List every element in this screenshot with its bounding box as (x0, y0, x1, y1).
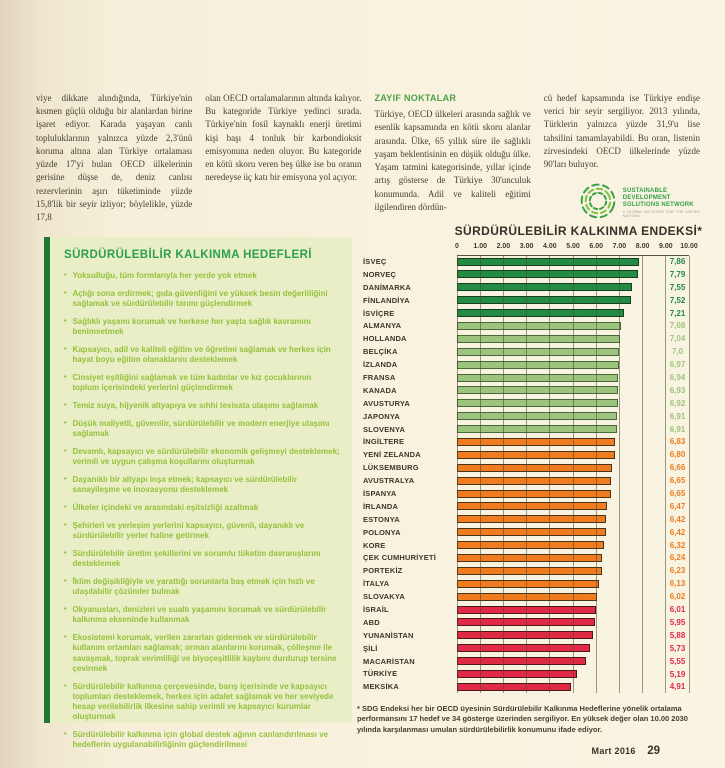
chart-row (357, 448, 715, 461)
goal-item (64, 317, 340, 337)
country-label: KORE (363, 540, 386, 550)
issue-date: Mart 2016 (591, 746, 636, 756)
country-value: 6,65 (669, 489, 686, 499)
goal-item (64, 605, 340, 625)
country-bar (457, 477, 611, 485)
goal-item (64, 345, 340, 365)
article-column-3-text: Türkiye, OECD ülkeleri arasında sağlık ve esenlik kapsamında en kötü skoru alanlar arasında. Ülke, 65 yıllık süre ile sağlıklı yaşam beklentisinin en düşük olduğu ülke. Yaşam tatmini kategorisinde, yıllar içinde artış gösterse de Türkiye 30'unculuk konumunda. Adil ve kaliteli eğitimi ilgilendiren dördün- (374, 109, 531, 212)
country-bar (457, 541, 604, 549)
goal-bullet-icon: • (64, 521, 67, 529)
country-value: 6,02 (669, 592, 686, 602)
goal-text: Ülkeler içindeki ve arasındaki eşitsizliği azaltmak (72, 503, 259, 513)
bar-track (457, 397, 689, 410)
country-bar (457, 270, 638, 278)
country-value: 6,83 (669, 437, 686, 447)
axis-tick-label: 0 (455, 243, 459, 250)
bar-track (457, 487, 689, 500)
country-value: 5,88 (669, 630, 686, 640)
goal-bullet-icon: • (64, 578, 67, 586)
goal-text: İklim değişikliğiyle ve yarattığı sorunlarla baş etmek için hızlı ve ulaşılabilir çözümler bulmak (72, 577, 315, 597)
weak-points-heading: ZAYIF NOKTALAR (374, 93, 457, 103)
goal-bullet-icon: • (64, 731, 67, 739)
bar-track (457, 616, 689, 629)
country-bar (457, 631, 593, 639)
country-label: POLONYA (363, 527, 401, 537)
goal-text: Temiz suya, hijyenik altyapıya ve sıhhi tesisata ulaşımı sağlamak (72, 401, 319, 411)
article-column-2: olan OECD ortalamalarının altında kalıyor. Bu kategoride Türkiye yedinci sırada. Türkiye'nin fosil kaynaklı enerji üretimi kişi başı 4 tonluk bir karbondioksit emisyonuna neden oluyor. Bu kategoride en kötü skoru veren beş ülke ise bu oranın neredeyse üç katı bir emisyona yol açıyor. (205, 93, 362, 183)
goal-text: Sürdürülebilir kalkınma çerçevesinde, barış içerisinde ve kapsayıcı toplumları desteklemek, herkes için adalet sağlamak ve her seviyede hesap verilebilirlik ilkesine sahip verimli ve kapsayıcı kurumlar oluşturmak (72, 681, 334, 722)
country-value: 7,08 (669, 321, 686, 331)
goal-item (64, 271, 340, 281)
goal-text: Okyanusları, denizleri ve sualtı yaşamını korumak ve sürdürülebilir kalkınma ekseninde kullanmak (72, 605, 327, 625)
bar-track (457, 590, 689, 603)
country-bar (457, 606, 596, 614)
bar-track (457, 423, 689, 436)
country-bar (457, 283, 632, 291)
country-label: SLOVENYA (363, 424, 406, 434)
country-label: İRLANDA (363, 501, 399, 511)
chart-row (357, 255, 715, 268)
bar-track (457, 319, 689, 332)
country-bar (457, 618, 595, 626)
bar-track (457, 294, 689, 307)
country-label: NORVEÇ (363, 269, 397, 279)
country-label: LÜKSEMBURG (363, 463, 419, 473)
country-label: İSVİÇRE (363, 308, 395, 318)
country-value: 6,66 (669, 463, 686, 473)
country-value: 6,13 (669, 579, 686, 589)
goal-text: Sürdürülebilir üretim şekillerini ve sorumlu tüketim davranışlarını desteklemek (72, 548, 321, 569)
country-value: 7,04 (669, 334, 686, 344)
country-value: 7,79 (669, 269, 686, 279)
country-value: 7,86 (669, 257, 686, 266)
chart-row (357, 526, 715, 539)
country-bar (457, 348, 619, 356)
chart-row (357, 423, 715, 436)
country-value: 6,32 (669, 540, 686, 550)
country-bar (457, 386, 618, 394)
goal-text: Şehirleri ve yerleşim yerlerini kapsayıcı, güvenli, dayanıklı ve sürdürülebilir yerler haline getirmek (72, 520, 305, 541)
country-bar (457, 309, 624, 317)
page-number: 29 (647, 745, 660, 757)
sdsn-swirl-icon (578, 181, 618, 225)
goal-item (64, 475, 340, 495)
country-value: 7,52 (669, 295, 686, 305)
country-value: 5,19 (669, 669, 686, 679)
country-value: 6,94 (669, 373, 686, 383)
bar-track (457, 577, 689, 590)
country-label: SLOVAKYA (363, 592, 406, 602)
chart-row (357, 268, 715, 281)
country-bar (457, 657, 586, 665)
country-value: 6,42 (669, 514, 686, 524)
country-value: 6,91 (669, 411, 686, 421)
goal-bullet-icon: • (64, 345, 67, 353)
bar-track (457, 358, 689, 371)
chart-row (357, 435, 715, 448)
country-label: KANADA (363, 385, 397, 395)
country-value: 6,23 (669, 566, 686, 576)
axis-tick-label: 1.00 (473, 243, 487, 250)
chart-row (357, 551, 715, 564)
sdg-index-chart (357, 224, 715, 693)
chart-row (357, 358, 715, 371)
goal-bullet-icon: • (64, 289, 67, 297)
country-bar (457, 554, 602, 562)
chart-row (357, 397, 715, 410)
axis-tick-label: 10.00 (680, 243, 698, 250)
country-value: 6,42 (669, 527, 686, 537)
country-value: 7,21 (669, 308, 686, 318)
sdsn-line1: SUSTAINABLE DEVELOPMENT (622, 188, 671, 202)
bar-track (457, 655, 689, 668)
country-label: İNGİLTERE (363, 437, 405, 447)
country-bar (457, 502, 607, 510)
axis-tick-label: 4.00 (542, 243, 557, 250)
goal-bullet-icon: • (64, 272, 67, 279)
goal-item (64, 577, 340, 597)
country-value: 7,0 (671, 347, 684, 357)
country-label: ABD (363, 617, 380, 627)
country-label: MEKSİKA (363, 682, 399, 692)
country-value: 6,92 (669, 398, 686, 408)
chart-row (357, 332, 715, 345)
page-footer (0, 741, 660, 759)
country-bar (457, 335, 620, 343)
goal-text: Sağlıklı yaşamı korumak ve herkese her yaşta sağlık kavramını benimsetmek (72, 316, 311, 337)
country-label: HOLLANDA (363, 334, 407, 344)
chart-row (357, 680, 715, 693)
goal-text: Cinsiyet eşitliğini sağlamak ve tüm kadınlar ve kız çocuklarının toplum içerisindeki yerlerini güçlendirmek (72, 373, 312, 393)
sdg-goals-title: SÜRDÜRÜLEBİLİR KALKINMA HEDEFLERİ (64, 249, 312, 261)
country-label: PORTEKİZ (363, 566, 403, 576)
chart-row (357, 577, 715, 590)
chart-row (357, 319, 715, 332)
country-label: İSPANYA (363, 488, 397, 498)
country-bar (457, 580, 599, 588)
chart-footnote: * SDG Endeksi her bir OECD üyesinin Sürdürülebilir Kalkınma Hedeflerine yönelik ortalama performansını 17 hedef ve 34 gösterge üzerinden sergiliyor. En yüksek değer olan 10.00 2030 yılında karşılanması umulan sürdürülebilirlik konumunu ifade ediyor. (357, 704, 688, 734)
chart-row (357, 294, 715, 307)
chart-plot-area (357, 255, 715, 693)
country-label: AVUSTRALYA (363, 476, 415, 486)
goal-text: Düşük maliyetli, güvenilir, sürdürülebilir ve modern enerjiye ulaşımı sağlamak (72, 418, 330, 439)
goal-item (64, 549, 340, 569)
chart-row (357, 307, 715, 320)
sdsn-line3: A GLOBAL INITIATIVE FOR THE UNITED NATIONS (622, 210, 700, 219)
article-column-3 (375, 92, 531, 226)
bar-track (457, 680, 689, 693)
chart-row (357, 590, 715, 603)
country-label: MACARİSTAN (363, 656, 415, 666)
goal-text: Dayanıklı bir altyapı inşa etmek; kapsayıcı ve sürdürülebilir sanayileşme ve inovasyonu desteklemek (72, 475, 297, 495)
country-bar (457, 322, 621, 330)
goal-bullet-icon: • (64, 374, 67, 382)
bar-track (457, 448, 689, 461)
article-columns (36, 92, 700, 226)
country-label: FİNLANDİYA (363, 295, 410, 305)
country-label: ÇEK CUMHURİYETİ (363, 553, 437, 563)
chart-row (357, 564, 715, 577)
country-label: İZLANDA (363, 360, 398, 370)
chart-x-axis (357, 243, 715, 255)
country-bar (457, 258, 639, 266)
bar-track (457, 513, 689, 526)
goal-item (64, 682, 340, 723)
chart-row (357, 603, 715, 616)
article-column-4 (544, 92, 700, 226)
country-label: BELÇİKA (363, 347, 398, 357)
country-bar (457, 515, 606, 523)
country-label: ŞİLİ (363, 643, 378, 653)
axis-tick-label: 5.00 (566, 243, 580, 250)
axis-tick-label: 3.00 (519, 243, 534, 250)
axis-tick-label: 8.00 (635, 243, 650, 250)
bar-track (457, 603, 689, 616)
goal-item (64, 419, 340, 439)
article-column-4-text: cü hedef kapsamında ise Türkiye endişe verici bir seyir sergiliyor. 2013 yılında, Türklerin yalnızca yüzde 31,9'u lise tahsilini tamamlayabildi. Bu oran, listenin zirvesindeki OECD ülkelerinde yüzde 90'ları buluyor. (543, 93, 700, 170)
country-bar (457, 374, 618, 382)
country-value: 6,47 (669, 501, 686, 511)
goal-bullet-icon: • (64, 317, 67, 325)
country-value: 7,55 (669, 282, 686, 292)
bar-track (457, 410, 689, 423)
country-bar (457, 361, 619, 369)
country-value: 6,01 (669, 605, 686, 615)
country-value: 6,65 (669, 476, 686, 486)
axis-tick-label: 7.00 (612, 243, 627, 250)
country-bar (457, 438, 615, 446)
sdsn-line2: SOLUTIONS NETWORK (622, 202, 694, 209)
goal-bullet-icon: • (64, 634, 67, 642)
sdsn-logo-text (623, 188, 700, 218)
bar-track (457, 539, 689, 552)
country-label: DANİMARKA (363, 282, 412, 292)
chart-row (357, 281, 715, 294)
sdg-goals-list (64, 271, 340, 751)
goal-text: Ekosistemi korumak, verilen zararları gidermek ve sürdürülebilir kullanım ortamları sağlamak; orman alanlarını korumak, çölleşme ile savaşmak, toprak verimliliği ve biyoçeşitlilik kaybını durdurup tersine çevirmek (72, 633, 337, 673)
country-bar (457, 296, 631, 304)
bar-track (457, 281, 689, 294)
country-bar (457, 425, 617, 433)
bar-track (457, 551, 689, 564)
chart-row (357, 371, 715, 384)
country-label: AVUSTURYA (363, 398, 410, 408)
country-bar (457, 683, 571, 691)
bar-track (457, 526, 689, 539)
country-label: İTALYA (363, 579, 390, 589)
bar-track (457, 474, 689, 487)
country-value: 4,91 (669, 682, 686, 692)
bar-track (457, 307, 689, 320)
chart-row (357, 345, 715, 358)
country-value: 6,93 (669, 385, 686, 395)
goal-bullet-icon: • (64, 476, 67, 484)
country-value: 5,55 (669, 656, 686, 666)
bar-track (457, 371, 689, 384)
chart-row (357, 461, 715, 474)
bar-track (457, 332, 689, 345)
chart-row (357, 513, 715, 526)
country-label: ESTONYA (363, 514, 400, 524)
goal-item (64, 633, 340, 674)
axis-tick-label: 9.00 (658, 243, 673, 250)
bar-track (457, 345, 689, 358)
country-label: JAPONYA (363, 411, 400, 421)
country-bar (457, 644, 590, 652)
country-label: YUNANİSTAN (363, 630, 414, 640)
goal-text: Kapsayıcı, adil ve kaliteli eğitim ve öğretimi sağlamak ve herkes için hayat boyu eğitim olanaklarını desteklemek (72, 344, 331, 365)
chart-row (357, 668, 715, 681)
goal-bullet-icon: • (64, 606, 67, 614)
country-bar (457, 451, 615, 459)
bar-track (457, 668, 689, 681)
bar-track (457, 564, 689, 577)
country-bar (457, 528, 606, 536)
goal-item (64, 401, 340, 411)
chart-row (357, 539, 715, 552)
country-bar (457, 464, 612, 472)
country-label: FRANSA (363, 372, 396, 382)
country-bar (457, 567, 602, 575)
bar-track (457, 435, 689, 448)
article-column-1: viye dikkate alındığında, Türkiye'nin kısmen güçlü olduğu bir alanlardan birine işaret ediyor. Karada yaşayan canlı topluluklarının yalnızca yüzde 2,3'ünü koruma altına alan Türkiye ortalaması yüzde 17'yi bulan OECD ülkelerinin gerisine düşse de, deniz canlısı rezervlerinin aşırı tüketiminde yüzde 15,8'lik bir seyir izliyor; böylelikle, yüzde 17,8 (36, 93, 193, 222)
goal-text: Sürdürülebilir kalkınma için global destek ağının canlandırılması ve hedeflerin uygulanabilirliğinin güçlendirilmesi (72, 730, 329, 750)
goal-item (64, 521, 340, 541)
goal-bullet-icon: • (64, 419, 67, 427)
country-label: İSVEÇ (363, 256, 387, 266)
bar-track (457, 384, 689, 397)
bar-track (457, 629, 689, 642)
country-bar (457, 490, 611, 498)
country-label: ALMANYA (363, 321, 402, 331)
chart-row (357, 384, 715, 397)
goal-bullet-icon: • (64, 402, 67, 410)
bar-track (457, 268, 689, 281)
chart-row (357, 616, 715, 629)
bar-track (457, 461, 689, 474)
chart-row (357, 629, 715, 642)
goal-text: Yoksulluğu, tüm formlarıyla her yerde yok etmek (72, 271, 257, 280)
goal-item (64, 503, 340, 513)
country-bar (457, 670, 577, 678)
axis-tick-label: 6.00 (589, 243, 603, 250)
goal-bullet-icon: • (64, 682, 67, 690)
country-value: 5,95 (669, 617, 686, 627)
bar-track (457, 255, 689, 268)
goal-item (64, 447, 340, 467)
chart-row (357, 487, 715, 500)
chart-row (357, 474, 715, 487)
country-label: İSRAİL (363, 604, 389, 614)
goal-item (64, 289, 340, 309)
country-bar (457, 593, 597, 601)
country-value: 6,91 (669, 424, 686, 434)
axis-tick-label: 2.00 (496, 243, 511, 250)
goal-text: Açlığı sona erdirmek; gıda güvenliğini ve yüksek besin değerliliğini sağlamak ve sürdürülebilir tarımı güçlendirmek (72, 288, 328, 309)
goal-bullet-icon: • (64, 549, 67, 557)
chart-title: SÜRDÜRÜLEBİLİR KALKINMA ENDEKSİ* (454, 224, 703, 238)
goal-bullet-icon: • (64, 504, 67, 512)
country-value: 6,97 (669, 360, 686, 370)
country-label: YENİ ZELANDA (363, 450, 421, 460)
chart-row (357, 500, 715, 513)
country-value: 6,80 (669, 450, 686, 460)
goal-bullet-icon: • (64, 447, 67, 455)
country-bar (457, 412, 617, 420)
chart-row (357, 410, 715, 423)
sdg-goals-box (44, 237, 352, 750)
bar-track (457, 500, 689, 513)
goal-item (64, 373, 340, 393)
chart-row (357, 642, 715, 655)
chart-row (357, 655, 715, 668)
country-value: 6,24 (669, 553, 686, 563)
goal-text: Devamlı, kapsayıcı ve sürdürülebilir ekonomik gelişmeyi desteklemek; verimli ve uygun çalışma koşullarını oluşturmak (72, 446, 340, 467)
country-bar (457, 399, 618, 407)
sdsn-logo (578, 181, 700, 225)
country-value: 5,73 (669, 643, 686, 653)
country-label: TÜRKİYE (363, 669, 398, 679)
bar-track (457, 642, 689, 655)
